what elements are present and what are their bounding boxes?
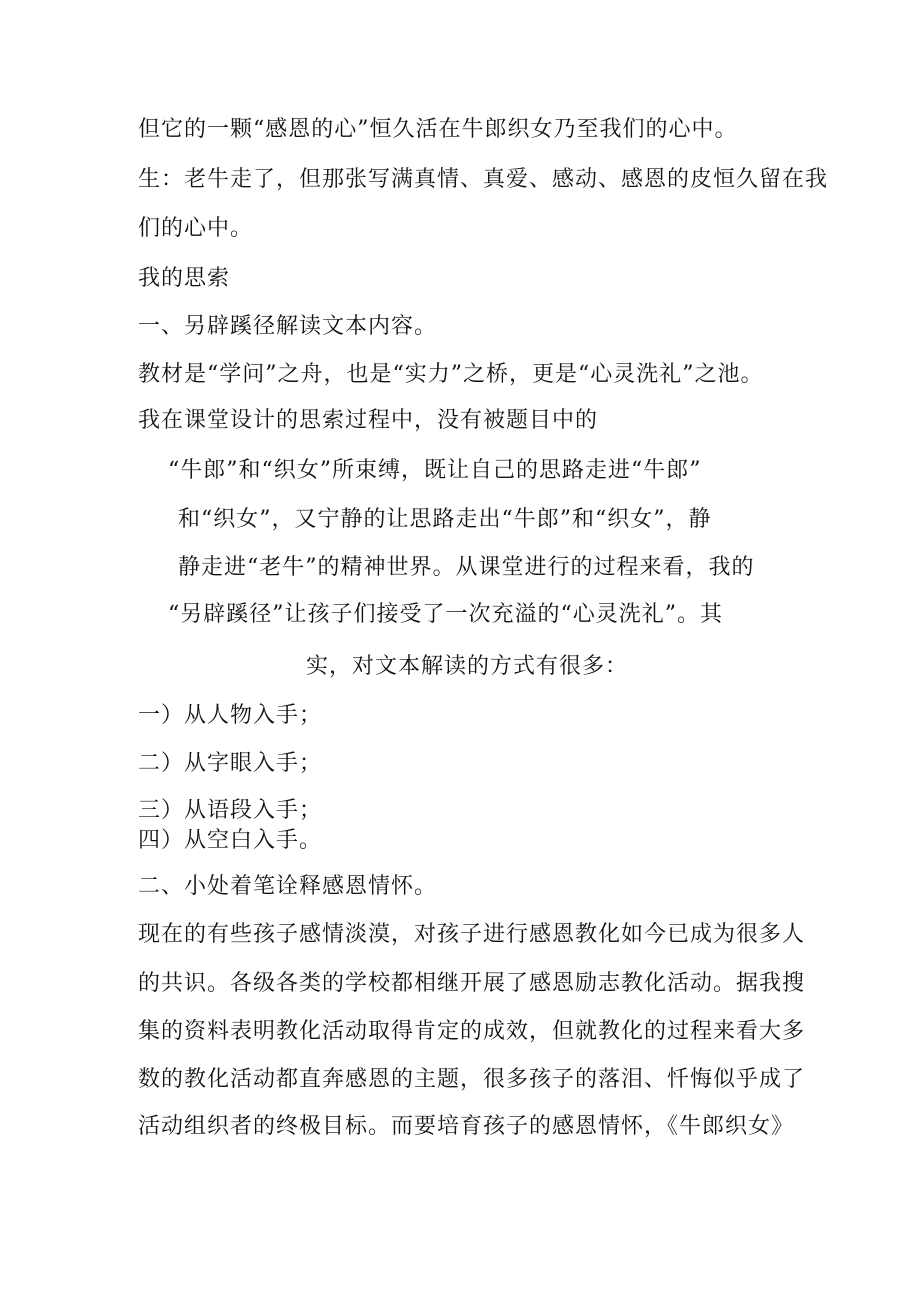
paragraph-line: 们的心中。	[138, 216, 254, 241]
paragraph-line: 数的教化活动都直奔感恩的主题，很多孩子的落泪、忏悔似乎成了	[138, 1067, 806, 1092]
indented-line: 实，对文本解读的方式有很多：	[306, 654, 629, 679]
indented-line: “另辟蹊径”让孩子们接受了一次充溢的“心灵洗礼”。其	[168, 602, 723, 627]
paragraph-line: 我在课堂设计的思索过程中，没有被题目中的	[138, 408, 599, 433]
indented-line: “牛郎”和“织女”所束缚，既让自己的思路走进“牛郎”	[168, 458, 702, 483]
paragraph-line: 集的资料表明教化活动取得肯定的成效，但就教化的过程来看大多	[138, 1019, 806, 1044]
section-heading: 我的思索	[138, 266, 231, 291]
list-item: 二）从字眼入手；	[138, 751, 323, 776]
indented-line: 和“织女”，又宁静的让思路走出“牛郎”和“织女”，静	[178, 507, 712, 532]
list-item: 一）从人物入手；	[138, 703, 323, 728]
paragraph-line: 教材是“学问”之舟，也是“实力”之桥，更是“心灵洗礼”之池。	[138, 362, 764, 387]
list-item: 三）从语段入手；	[138, 798, 323, 823]
paragraph-line: 现在的有些孩子感情淡漠，对孩子进行感恩教化如今已成为很多人	[138, 922, 806, 947]
paragraph-line: 生：老牛走了，但那张写满真情、真爱、感动、感恩的皮恒久留在我	[138, 167, 829, 192]
paragraph-line: 活动组织者的终极目标。而要培育孩子的感恩情怀，《牛郎织女》	[138, 1114, 795, 1139]
section-heading: 一、另辟蹊径解读文本内容。	[138, 314, 438, 339]
paragraph-line: 但它的一颗“感恩的心”恒久活在牛郎织女乃至我们的心中。	[138, 117, 738, 142]
section-heading: 二、小处着笔诠释感恩情怀。	[138, 874, 438, 899]
list-item: 四）从空白入手。	[138, 828, 323, 853]
paragraph-line: 的共识。各级各类的学校都相继开展了感恩励志教化活动。据我搜	[138, 971, 806, 996]
indented-line: 静走进“老牛”的精神世界。从课堂进行的过程来看，我的	[178, 555, 755, 580]
